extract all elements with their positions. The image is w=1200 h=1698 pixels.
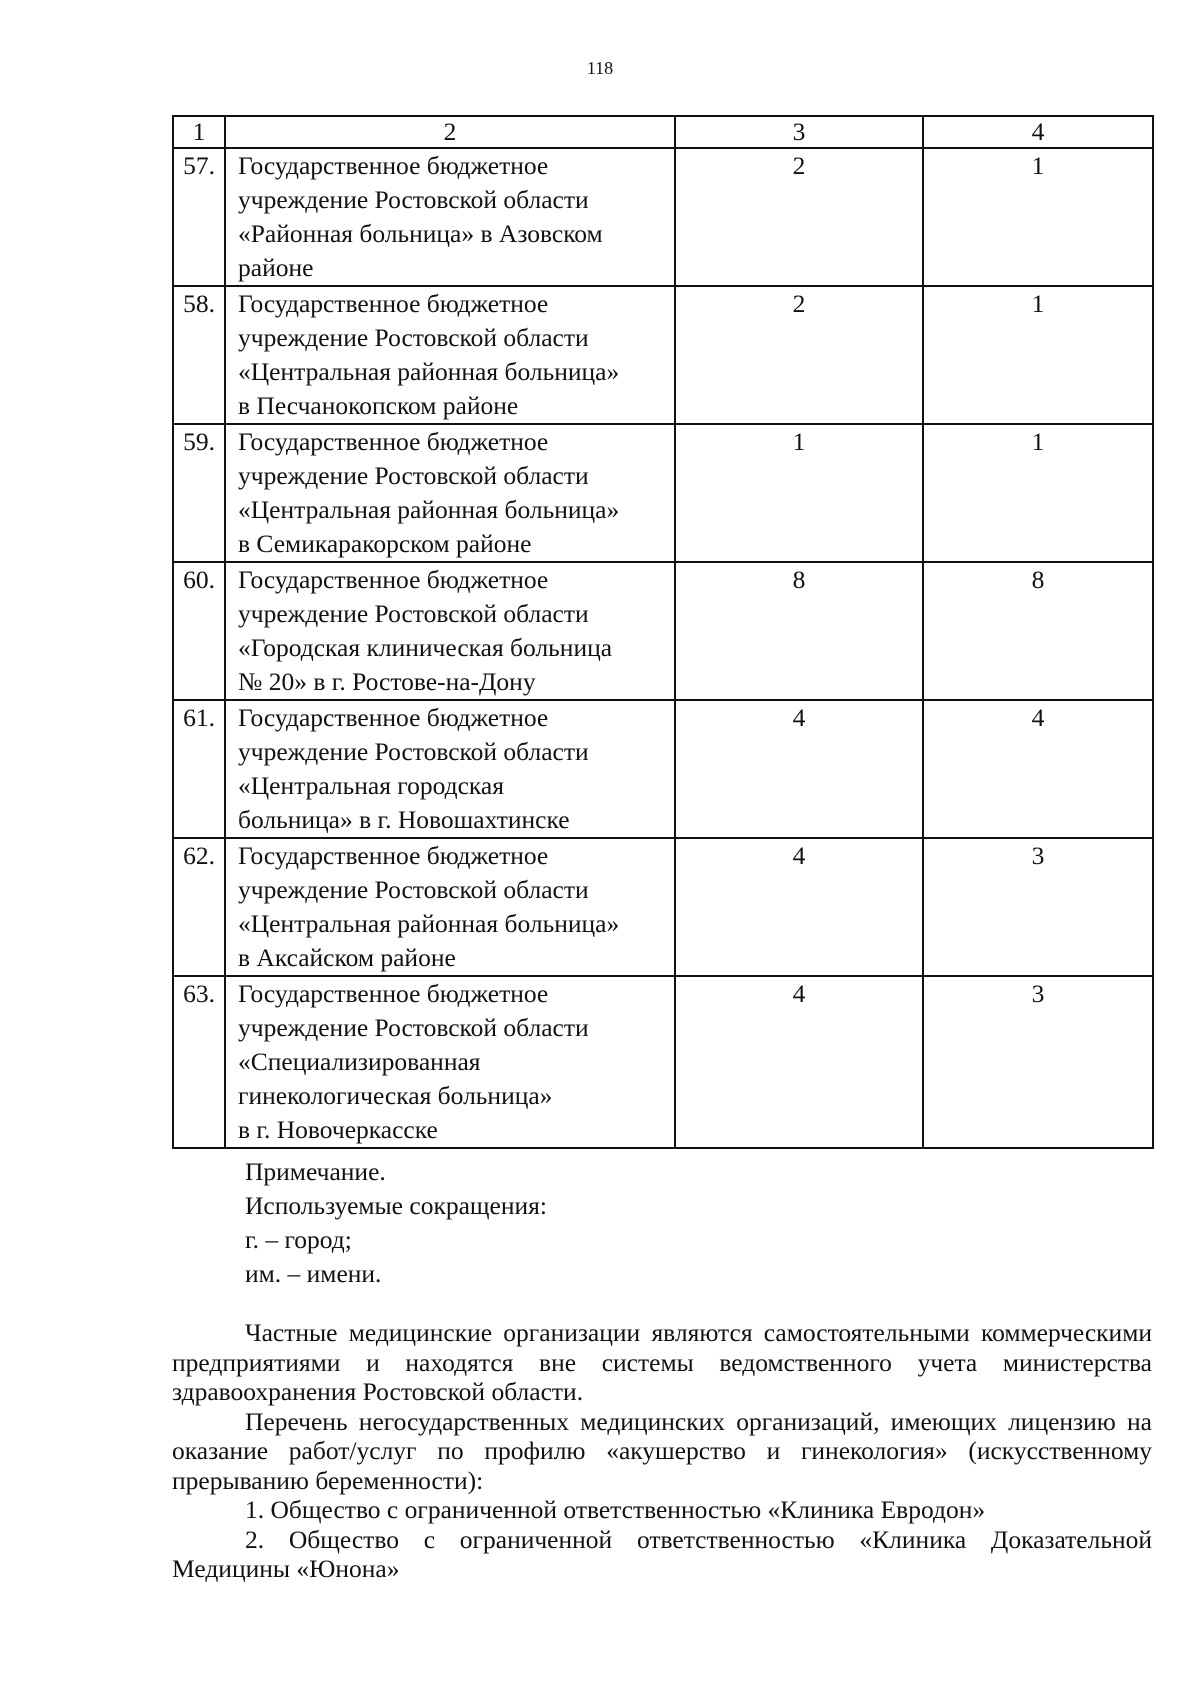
name-line: «Центральная районная больница» [238, 495, 620, 524]
name-line: учреждение Ростовской области [238, 875, 589, 904]
row-number: 63. [173, 976, 225, 1148]
col4-value: 3 [923, 976, 1153, 1148]
header-cell: 2 [225, 116, 675, 148]
institution-name [225, 424, 675, 562]
name-line: в г. Новочеркасске [238, 1115, 438, 1144]
name-line: учреждение Ростовской области [238, 461, 589, 490]
name-line: № 20» в г. Ростове-на-Дону [238, 667, 536, 696]
col4-value: 1 [923, 148, 1153, 286]
name-line: «Центральная районная больница» [238, 357, 620, 386]
name-line: в Аксайском районе [238, 943, 456, 972]
name-line: Государственное бюджетное [238, 979, 549, 1008]
row-number: 60. [173, 562, 225, 700]
table-row [173, 424, 1153, 562]
header-cell: 4 [923, 116, 1153, 148]
col3-value: 8 [675, 562, 923, 700]
col4-value: 1 [923, 424, 1153, 562]
name-line: «Городская клиническая больница [238, 633, 613, 662]
name-line: «Специализированная [238, 1047, 481, 1076]
institution-name [225, 562, 675, 700]
row-number: 62. [173, 838, 225, 976]
body-text [172, 1318, 1152, 1584]
col4-value: 1 [923, 286, 1153, 424]
note-title: Примечание. [245, 1157, 386, 1186]
note-item: им. – имени. [245, 1259, 382, 1288]
institution-name [225, 286, 675, 424]
paragraph: Перечень негосударственных медицинских организаций, имеющих лицензию на оказание работ/услуг по профилю «акушерство и гинекология» (искусственному прерыванию беременности): [172, 1406, 1152, 1495]
table-row [173, 562, 1153, 700]
table-row [173, 148, 1153, 286]
name-line: учреждение Ростовской области [238, 599, 589, 628]
col3-value: 4 [675, 976, 923, 1148]
row-number: 59. [173, 424, 225, 562]
page-number: 118 [586, 58, 614, 78]
name-line: учреждение Ростовской области [238, 737, 589, 766]
name-line: «Центральная городская [238, 771, 504, 800]
row-number: 58. [173, 286, 225, 424]
col3-value: 4 [675, 838, 923, 976]
institution-name [225, 838, 675, 976]
header-cell: 1 [173, 116, 225, 148]
col3-value: 1 [675, 424, 923, 562]
col3-value: 2 [675, 286, 923, 424]
name-line: учреждение Ростовской области [238, 185, 589, 214]
table-row [173, 700, 1153, 838]
col3-value: 4 [675, 700, 923, 838]
row-number: 57. [173, 148, 225, 286]
paragraph: 1. Общество с ограниченной ответственностью «Клиника Евродон» [245, 1495, 986, 1524]
name-line: «Центральная районная больница» [238, 909, 620, 938]
name-line: Государственное бюджетное [238, 841, 549, 870]
name-line: в Семикаракорском районе [238, 529, 532, 558]
row-number: 61. [173, 700, 225, 838]
table-row [173, 976, 1153, 1148]
col4-value: 4 [923, 700, 1153, 838]
table-row [173, 838, 1153, 976]
table-header-row [173, 116, 1153, 148]
name-line: в Песчанокопском районе [238, 391, 519, 420]
table-row [173, 286, 1153, 424]
note-item: г. – город; [245, 1225, 352, 1254]
institution-name [225, 148, 675, 286]
paragraph: Частные медицинские организации являются самостоятельными коммерческими предприятиями и находятся вне системы ведомственного учета министерства здравоохранения Ростовской области. [172, 1318, 1152, 1406]
col4-value: 3 [923, 838, 1153, 976]
name-line: больница» в г. Новошахтинске [238, 805, 570, 834]
name-line: Государственное бюджетное [238, 565, 549, 594]
name-line: гинекологическая больница» [238, 1081, 553, 1110]
col4-value: 8 [923, 562, 1153, 700]
name-line: Государственное бюджетное [238, 703, 549, 732]
institution-name [225, 700, 675, 838]
name-line: учреждение Ростовской области [238, 323, 589, 352]
institution-name [225, 976, 675, 1148]
paragraph: 2. Общество с ограниченной ответственностью «Клиника Доказательной Медицины «Юнона» [172, 1524, 1152, 1583]
name-line: «Районная больница» в Азовском [238, 219, 603, 248]
name-line: Государственное бюджетное [238, 151, 549, 180]
name-line: Государственное бюджетное [238, 289, 549, 318]
col3-value: 2 [675, 148, 923, 286]
hospital-table [172, 115, 1154, 1149]
name-line: Государственное бюджетное [238, 427, 549, 456]
header-cell: 3 [675, 116, 923, 148]
name-line: учреждение Ростовской области [238, 1013, 589, 1042]
name-line: районе [238, 253, 314, 282]
note-block [245, 1155, 547, 1291]
note-subtitle: Используемые сокращения: [245, 1191, 547, 1220]
